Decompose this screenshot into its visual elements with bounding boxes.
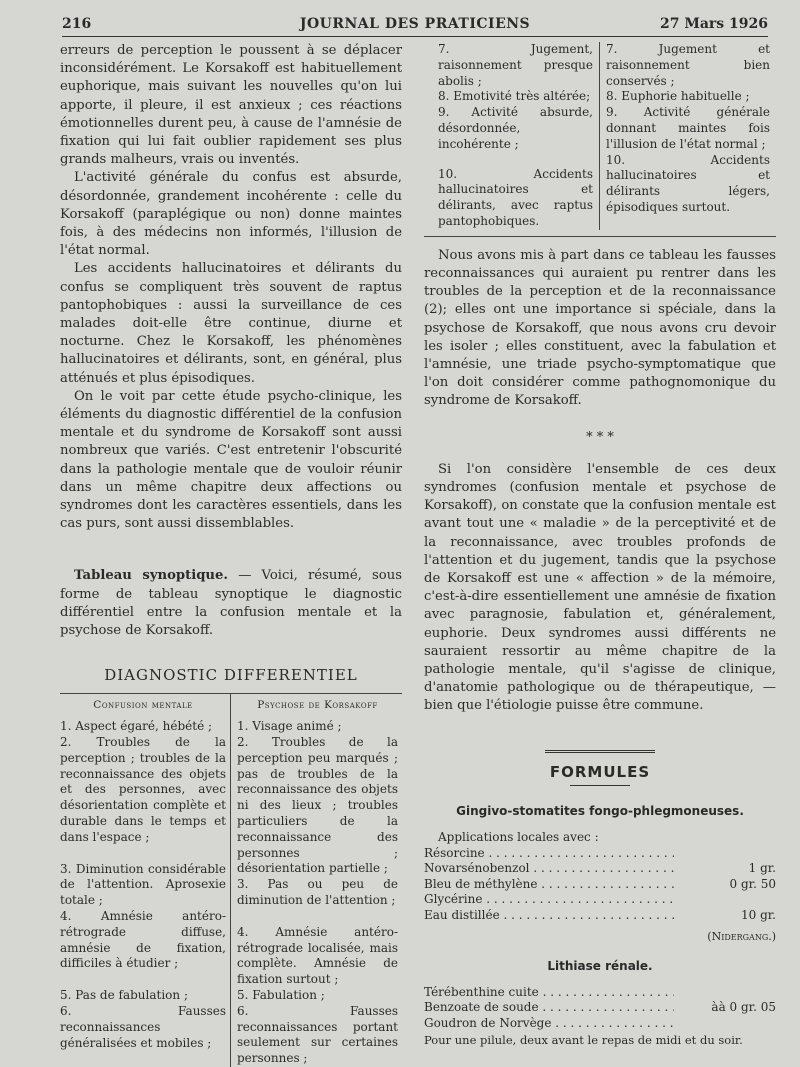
table-item: 3. Diminution considérable de l'attention. Aprosexie totale ; — [60, 862, 226, 909]
table-item: 1. Aspect égaré, hébété ; — [60, 719, 226, 735]
paragraph: L'activité générale du confus est absurde, désordonnée, grandement incohérente : celle du Korsakoff (paraplégique ou non) donne maintes fois, à des médecins non informés, l'illusion de l'état normal. — [60, 169, 402, 260]
table-item: 10. Accidents hallucinatoires et délirants légers, épisodiques surtout. — [606, 153, 770, 216]
confusion-column-continued — [424, 42, 600, 230]
left-column — [60, 42, 402, 1067]
diagnostic-table — [60, 693, 402, 1067]
ingredient: Résorcine . . . — [424, 846, 674, 862]
formula-intro: Applications locales avec : — [424, 830, 776, 846]
diagnostic-table-continued — [424, 42, 776, 230]
paragraph: Les accidents hallucinatoires et délirants du confus se compliquent très souvent de raptus pantophobiques : aussi la surveillance de ces malades doit-elle être continue, diurne et nocturne. Chez le Korsakoff, les phénomènes hallucinatoires et délirants, sont, en général, plus atténués et plus épisodiques. — [60, 260, 402, 387]
synoptic-text: — Voici, résumé, sous forme de tableau synoptique le diagnostic différentiel entre la confusion mentale et la psychose de Korsakoff. — [60, 568, 402, 638]
table-item: 4. Amnésie antéro-rétrograde localisée, mais complète. Amnésie de fixation surtout ; — [237, 925, 398, 988]
paragraph: Nous avons mis à part dans ce tableau les fausses reconnaissances qui auraient pu rentrer dans les troubles de la perception et de la reconnaissance (2); elles ont une importance si spéciale, dans la psychose de Korsakoff, que nous avons cru devoir les isoler ; elles constituent, avec la fabulation et l'amnésie, une triade psycho-symptomatique que l'on doit considérer comme pathognomonique du syndrome de Korsakoff. — [424, 247, 776, 411]
journal-title: JOURNAL DES PRATICIENS — [62, 16, 768, 32]
formula-title: Gingivo-stomatites fongo-phlegmoneuses. — [424, 802, 776, 820]
page-header — [62, 14, 768, 37]
formula-lithiase — [424, 985, 776, 1049]
paragraph: erreurs de perception le poussent à se déplacer inconsidérément. Le Korsakoff est habituellement euphorique, mais suivant les nouvelles qu'on lui apporte, il pleure, il est anxieux ; ces réactions émotionnelles durent peu, à cause de l'amnésie de fixation qui lui fait oublier rapidement ses plus grands malheurs, vrais ou inventés. — [60, 42, 402, 169]
formula-title: Lithiase rénale. — [424, 957, 776, 975]
ingredient: Glycérine . . . — [424, 892, 674, 908]
ingredient: Novarsénobenzol . . . — [424, 861, 674, 877]
table-item: 6. Fausses reconnaissances généralisées et mobiles ; — [60, 1004, 226, 1051]
section-divider — [545, 750, 655, 753]
formula-gingivo — [424, 830, 776, 945]
section-stars: * * * — [424, 429, 776, 447]
page-number: 216 — [62, 16, 91, 32]
table-item: 2. Troubles de la perception ; troubles de la reconnaissance des objets et des personnes, avec désorientation complète et durable dans le temps et dans l'espace ; — [60, 735, 226, 846]
table-item: 3. Pas ou peu de diminution de l'attention ; — [237, 877, 398, 909]
korsakoff-column — [231, 694, 402, 1067]
table-item: 9. Activité absurde, désordonnée, incohérente ; — [438, 105, 593, 152]
table-item: 1. Visage animé ; — [237, 719, 398, 735]
table-item: 10. Accidents hallucinatoires et délirants, avec raptus pantophobiques. — [438, 167, 593, 230]
ingredient: Eau distillée . . . — [424, 908, 674, 924]
korsakoff-column-continued — [600, 42, 776, 230]
ingredient: Térébenthine cuite . . . — [424, 985, 674, 1001]
ingredient: Benzoate de soude . . . — [424, 1000, 674, 1016]
issue-date: 27 Mars 1926 — [660, 16, 768, 32]
dosage-instruction: Pour une pilule, deux avant le repas de midi et du soir. — [424, 1033, 776, 1049]
formula-author: (Nidergang.) — [424, 929, 776, 945]
ingredient: Goudron de Norvège . . . — [424, 1016, 674, 1032]
table-item: 6. Fausses reconnaissances portant seulement sur certaines personnes ; — [237, 1004, 398, 1067]
dose: 0 gr. 50 — [674, 877, 776, 893]
table-item: 5. Pas de fabulation ; — [60, 988, 226, 1004]
dose: 1 gr. — [674, 861, 776, 877]
right-column — [424, 42, 776, 1049]
synoptic-lead: Tableau synoptique. — [74, 568, 228, 583]
dose: àà 0 gr. 05 — [674, 1000, 776, 1016]
table-item: 2. Troubles de la perception peu marqués ; pas de troubles de la reconnaissance des objets ni des lieux ; troubles particuliers de la reconnaissance des personnes ; désorientation partielle ; — [237, 735, 398, 877]
table-item: 7. Jugement, raisonnement presque abolis ; — [438, 42, 593, 89]
paragraph: Si l'on considère l'ensemble de ces deux syndromes (confusion mentale et psychose de Korsakoff), on constate que la confusion mentale est avant tout une « maladie » de la perceptivité et de la reconnaissance, avec troubles profonds de l'attention et du jugement, tandis que la psychose de Korsakoff est une « affection » de la mémoire, c'est-à-dire essentiellement une amnésie de fixation avec paragnosie, fabulation et, généralement, euphorie. Deux syndromes aussi différents ne sauraient ressortir au même chapitre de la pathologie mentale, qu'il s'agisse de clinique, d'anatomie pathologique ou de thérapeutique, — bien que l'étiologie puisse être commune. — [424, 461, 776, 716]
column-header: Psychose de Korsakoff — [237, 698, 398, 714]
table-item: 4. Amnésie antéro-rétrograde diffuse, amnésie de fixation, difficiles à étudier ; — [60, 909, 226, 972]
paragraph: On le voit par cette étude psycho-clinique, les éléments du diagnostic différentiel de la confusion mentale et du syndrome de Korsakoff sont aussi nombreux que variés. C'est entretenir l'obscurité dans la pathologie mentale que de vouloir réunir dans un même chapitre deux affections ou syndromes dont les caractères essentiels, dans les cas purs, sont aussi dissemblables. — [60, 388, 402, 534]
table-item: 8. Euphorie habituelle ; — [606, 89, 770, 105]
diagnostic-table-title: DIAGNOSTIC DIFFERENTIEL — [60, 666, 402, 684]
dose: 10 gr. — [674, 908, 776, 924]
ingredient: Bleu de méthylène . . . — [424, 877, 674, 893]
synoptic-intro — [60, 567, 402, 640]
divider — [424, 236, 776, 237]
table-item: 9. Activité générale donnant maintes fois l'illusion de l'état normal ; — [606, 105, 770, 152]
formules-title: FORMULES — [424, 763, 776, 781]
column-header: Confusion mentale — [60, 698, 226, 714]
table-item: 7. Jugement et raisonnement bien conservés ; — [606, 42, 770, 89]
table-item: 5. Fabulation ; — [237, 988, 398, 1004]
table-item: 8. Emotivité très altérée; — [438, 89, 593, 105]
title-underline — [570, 785, 630, 786]
confusion-column — [60, 694, 231, 1067]
